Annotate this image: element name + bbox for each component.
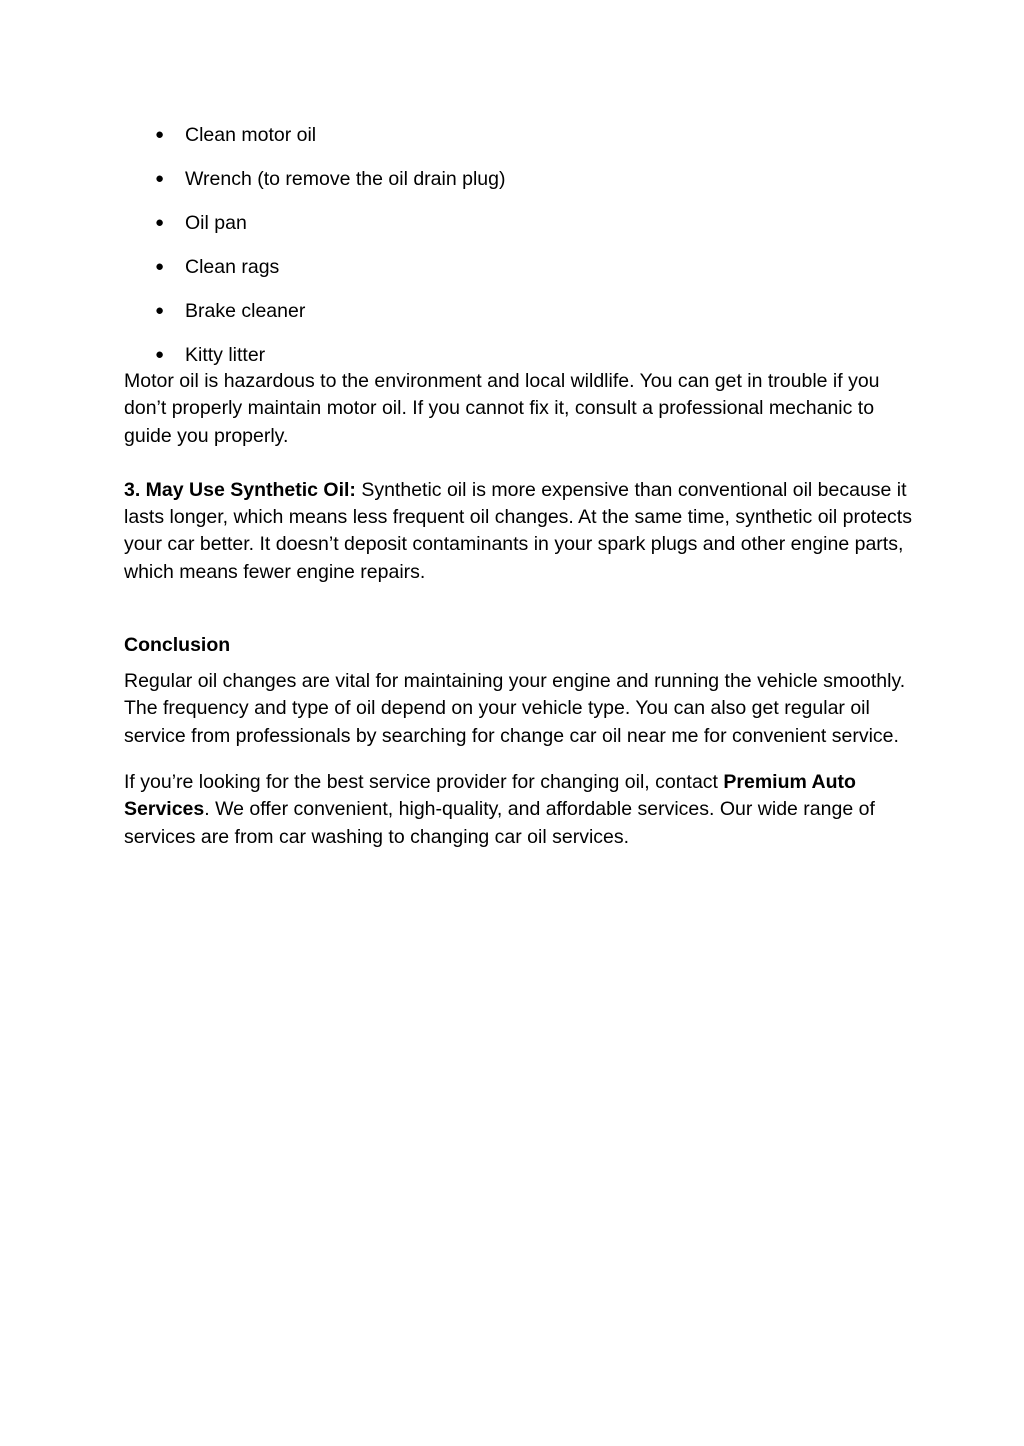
list-item-text: Oil pan	[185, 212, 247, 234]
synthetic-oil-text: Synthetic oil is more expensive than conventional oil because it lasts longer, which means less frequent oil changes. At the same time, synthetic oil protects your car better. It doesn’t deposit contaminants in your spark plugs and other engine parts, which means fewer engine repairs.	[124, 478, 912, 583]
list-item-text: Clean motor oil	[185, 124, 317, 146]
bullet-icon: ●	[155, 126, 165, 143]
list-item	[124, 252, 914, 282]
synthetic-oil-paragraph	[124, 477, 914, 586]
bullet-icon: ●	[155, 170, 165, 187]
synthetic-oil-title: 3. May Use Synthetic Oil:	[124, 478, 356, 501]
list-item	[124, 340, 914, 370]
conclusion-heading: Conclusion	[124, 634, 231, 657]
bullet-icon: ●	[155, 302, 165, 319]
supplies-list	[124, 120, 914, 370]
brand-name: Premium Auto Services	[124, 770, 856, 821]
list-item	[124, 208, 914, 238]
bullet-icon: ●	[155, 214, 165, 231]
list-item	[124, 120, 914, 150]
contact-paragraph	[124, 769, 914, 851]
list-item-text: Kitty litter	[185, 344, 266, 366]
list-item	[124, 296, 914, 326]
contact-text-end: . We offer convenient, high-quality, and affordable services. Our wide range of services are from car washing to changing car oil services.	[124, 798, 875, 848]
hazard-paragraph: Motor oil is hazardous to the environment and local wildlife. You can get in trouble if you don’t properly maintain motor oil. If you cannot fix it, consult a professional mechanic to guide you properly.	[124, 370, 880, 447]
bullet-icon: ●	[155, 346, 165, 363]
list-item	[124, 164, 914, 194]
bullet-icon: ●	[155, 258, 165, 275]
list-item-text: Brake cleaner	[185, 300, 306, 322]
list-item-text: Clean rags	[185, 256, 280, 278]
document-page	[124, 120, 914, 851]
conclusion-paragraph: Regular oil changes are vital for maintaining your engine and running the vehicle smoothly. The frequency and type of oil depend on your vehicle type. You can also get regular oil service from professionals by searching for change car oil near me for convenient service.	[124, 670, 906, 747]
list-item-text: Wrench (to remove the oil drain plug)	[185, 168, 506, 190]
contact-text-start: If you’re looking for the best service provider for changing oil, contact	[124, 770, 724, 793]
